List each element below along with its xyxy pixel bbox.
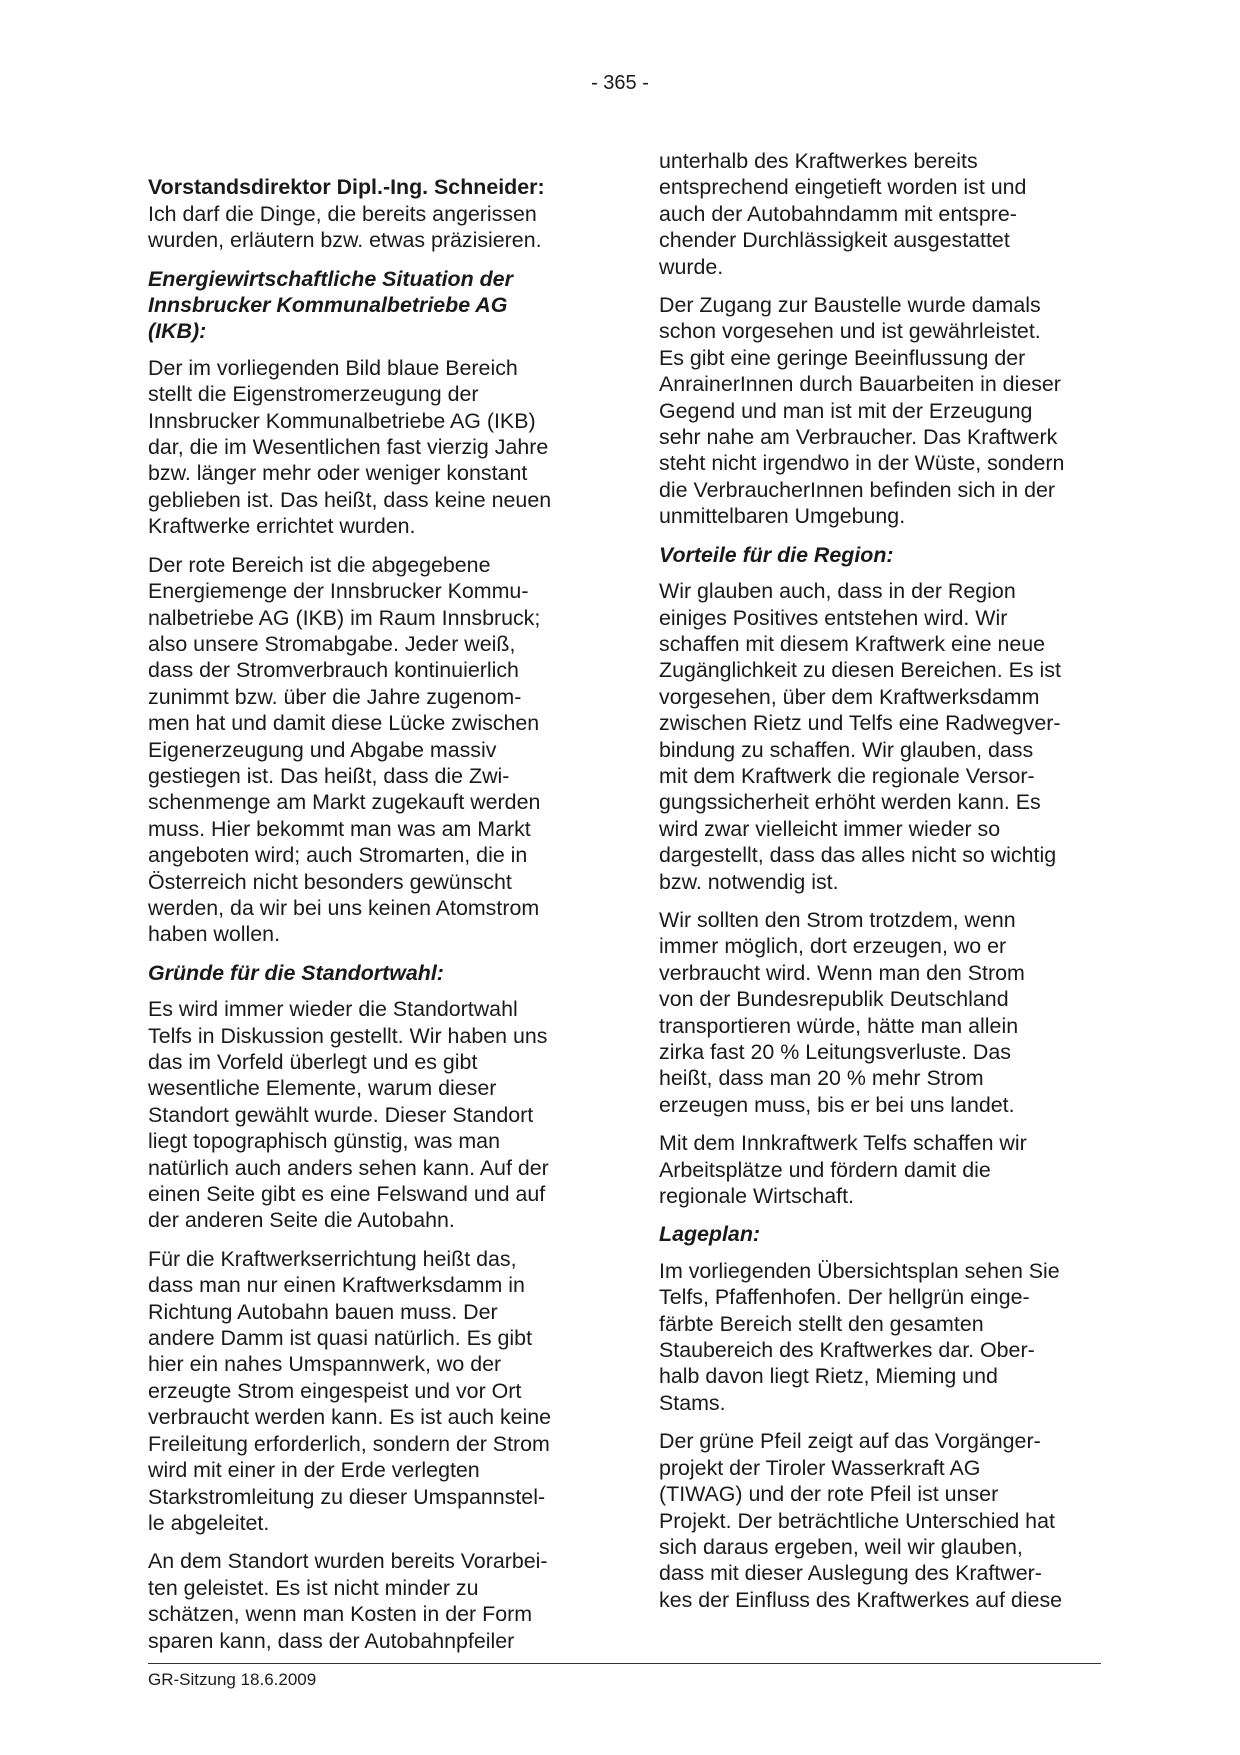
page-number: - 365 -: [591, 72, 649, 94]
speaker-name: Vorstandsdirektor Dipl.-Ing. Schneider:: [148, 175, 545, 200]
heading-energy-situation: Energiewirtschaftliche Situation der Innsbrucker Kommunalbetriebe AG (IKB):: [148, 266, 513, 344]
footer-divider: [148, 1663, 1101, 1664]
paragraph: Mit dem Innkraftwerk Telfs schaffen wir Arbeitsplätze und fördern damit die regionale Wirtschaft.: [659, 1131, 1027, 1209]
paragraph: unterhalb des Kraftwerkes bereits entsprechend eingetieft worden ist und auch der Autobahndamm mit entspre- chender Durchlässigkeit ausgestattet wurde.: [659, 149, 1027, 279]
paragraph: Der Zugang zur Baustelle wurde damals schon vorgesehen und ist gewährleistet. Es gibt eine geringe Beeinflussung der AnrainerInnen durch Bauarbeiten in dieser Gegend und man ist mit der Erzeugung sehr nahe am Verbraucher. Das Kraftwerk steht nicht irgendwo in der Wüste, sondern die VerbraucherInnen befinden sich in der unmittelbaren Umgebung.: [659, 293, 1065, 529]
paragraph: Es wird immer wieder die Standortwahl Telfs in Diskussion gestellt. Wir haben uns das im Vorfeld überlegt und es gibt wesentliche Elemente, warum dieser Standort gewählt wurde. Dieser Standort liegt topographisch günstig, was man natürlich auch anders sehen kann. Auf der einen Seite gibt es eine Felswand und auf der anderen Seite die Autobahn.: [148, 997, 549, 1233]
paragraph: Der im vorliegenden Bild blaue Bereich stellt die Eigenstromerzeugung der Innsbrucker Kommunalbetriebe AG (IKB) dar, die im Wesentlichen fast vierzig Jahre bzw. länger mehr oder weniger konstant geblieben ist. Das heißt, dass keine neuen Kraftwerke errichtet wurden.: [148, 355, 552, 539]
paragraph: Der grüne Pfeil zeigt auf das Vorgänger- projekt der Tiroler Wasserkraft AG (TIWAG) und der rote Pfeil ist unser Projekt. Der beträchtliche Unterschied hat sich daraus ergeben, weil wir glauben, dass mit dieser Auslegung des Kraftwer- kes der Einfluss des Kraftwerkes auf diese: [659, 1429, 1063, 1612]
speaker-block: [148, 148, 588, 254]
paragraph: Im vorliegenden Übersichtsplan sehen Sie Telfs, Pfaffenhofen. Der hellgrün einge- färbte Bereich stellt den gesamten Staubereich des Kraftwerkes dar. Ober- halb davon liegt Rietz, Mieming und Stams.: [659, 1258, 1060, 1415]
paragraph: Wir glauben auch, dass in der Region einiges Positives entstehen wird. Wir schaffen mit diesem Kraftwerk eine neue Zugänglichkeit zu diesen Bereichen. Es ist vorgesehen, über dem Kraftwerksdamm zwischen Rietz und Telfs eine Radwegver- bindung zu schaffen. Wir glauben, dass mit dem Kraftwerk die regionale Versor- gungssicherheit erhöht werden kann. Es wird zwar vielleicht immer wieder so dargestellt, dass das alles nicht so wichtig bzw. notwendig ist.: [659, 579, 1061, 894]
speaker-intro: Ich darf die Dinge, die bereits angerissen wurden, erläutern bzw. etwas präzisieren.: [148, 201, 542, 253]
paragraph: Der rote Bereich ist die abgegebene Energiemenge der Innsbrucker Kommu- nalbetriebe AG (IKB) im Raum Innsbruck; also unsere Stromabgabe. Jeder weiß, dass der Stromverbrauch kontinuierlich zunimmt bzw. über die Jahre zugenom- men hat und damit diese Lücke zwischen Eigenerzeugung und Abgabe massiv gestiegen ist. Das heißt, dass die Zwi- schenmenge am Markt zugekauft werden muss. Hier bekommt man was am Markt angeboten wird; auch Stromarten, die in Österreich nicht besonders gewünscht werden, da wir bei uns keinen Atomstrom haben wollen.: [148, 552, 541, 947]
paragraph: An dem Standort wurden bereits Vorarbei- ten geleistet. Es ist nicht minder zu schätzen, wenn man Kosten in der Form sparen kann, dass der Autobahnpfeiler: [148, 1549, 548, 1653]
paragraph: Wir sollten den Strom trotzdem, wenn immer möglich, dort erzeugen, wo er verbraucht wird. Wenn man den Strom von der Bundesrepublik Deutschland transportieren würde, hätte man allein zirka fast 20 % Leitungsverluste. Das heißt, dass man 20 % mehr Strom erzeugen muss, bis er bei uns landet.: [659, 907, 1025, 1117]
left-column: [148, 148, 588, 1666]
right-column: [659, 148, 1099, 1625]
heading-regional-benefits: Vorteile für die Region:: [659, 542, 894, 567]
footer-session-date: GR-Sitzung 18.6.2009: [148, 1670, 317, 1689]
heading-site-plan: Lageplan:: [659, 1222, 761, 1247]
paragraph: Für die Kraftwerkserrichtung heißt das, dass man nur einen Kraftwerksdamm in Richtung Autobahn bauen muss. Der andere Damm ist quasi natürlich. Es gibt hier ein nahes Umspannwerk, wo der erzeugte Strom eingespeist und vor Ort verbraucht werden kann. Es ist auch keine Freileitung erforderlich, sondern der Strom wird mit einer in der Erde verlegten Starkstromleitung zu dieser Umspannstel- le abgeleitet.: [148, 1246, 552, 1535]
heading-site-selection: Gründe für die Standortwahl:: [148, 960, 444, 985]
